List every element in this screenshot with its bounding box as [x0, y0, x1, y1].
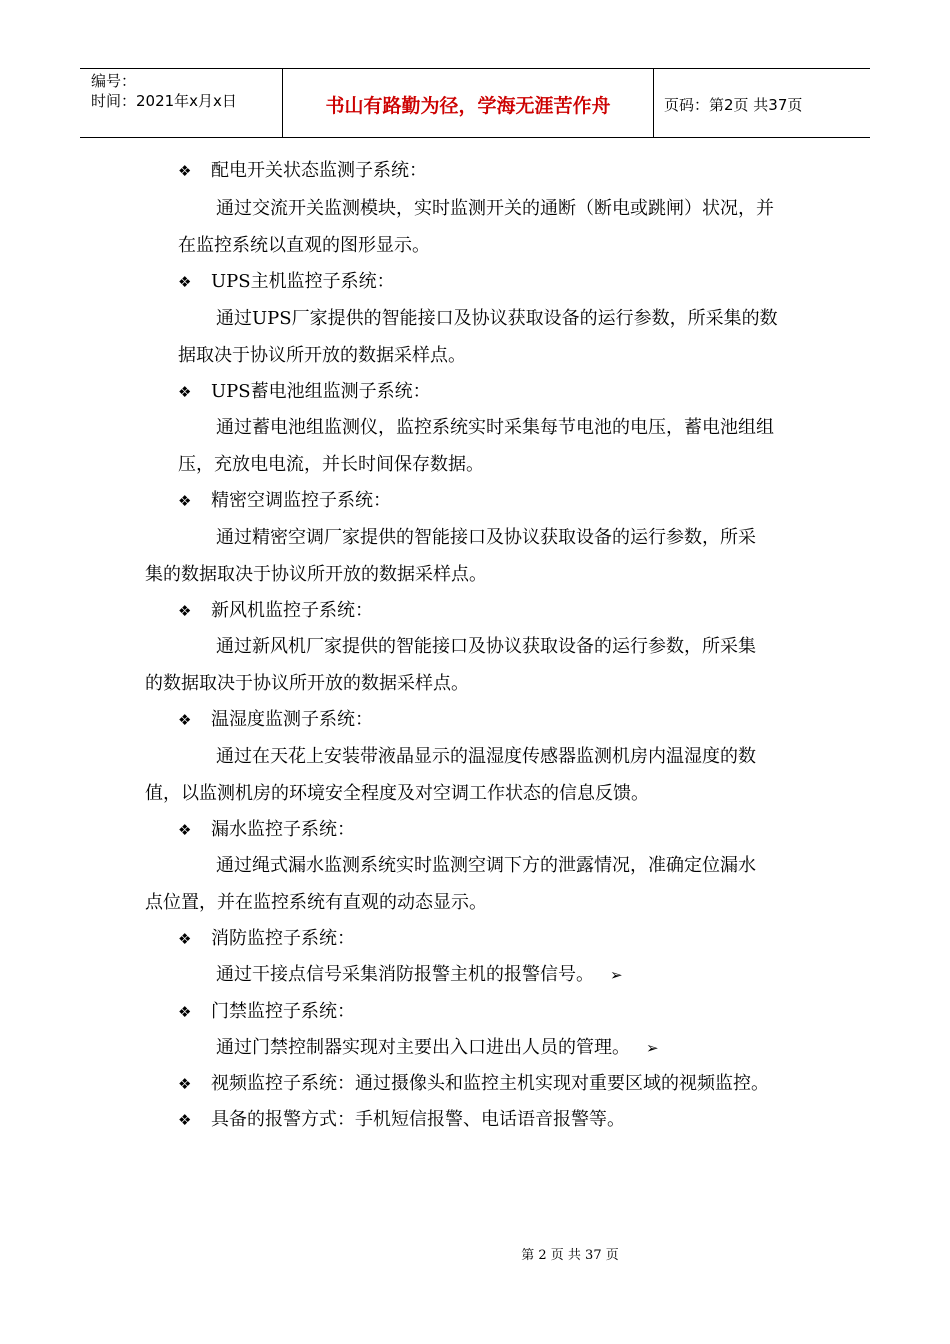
page-header: [80, 68, 870, 138]
paragraph-line: 通过精密空调厂家提供的智能接口及协议获取设备的运行参数，所采: [216, 527, 756, 548]
bullet-icon: ❖: [178, 492, 192, 510]
paragraph-line: [216, 1036, 659, 1060]
section-title: 具备的报警方式：手机短信报警、电话语音报警等。: [211, 1109, 625, 1130]
bullet-icon: ❖: [178, 1111, 192, 1129]
paragraph-line: [216, 963, 623, 987]
section-title: UPS主机监控子系统：: [211, 271, 395, 292]
bullet-icon: ❖: [178, 930, 192, 948]
paragraph-text: 通过门禁控制器实现对主要出入口进出人员的管理。: [216, 1037, 630, 1058]
paragraph-line: 通过交流开关监测模块，实时监测开关的通断（断电或跳闸）状况，并: [216, 198, 774, 219]
bullet-icon: ❖: [178, 1075, 192, 1093]
paragraph-line: 的数据取决于协议所开放的数据采样点。: [145, 673, 469, 694]
section-title: 精密空调监控子系统：: [211, 490, 391, 511]
paragraph-line: 通过蓄电池组监测仪，监控系统实时采集每节电池的电压，蓄电池组组: [216, 417, 774, 438]
section-title: 新风机监控子系统：: [211, 600, 373, 621]
section-title: UPS蓄电池组监测子系统：: [211, 381, 431, 402]
section-title: 视频监控子系统：通过摄像头和监控主机实现对重要区域的视频监控。: [211, 1073, 769, 1094]
arrow-icon: ➢: [646, 1039, 659, 1057]
paragraph-line: 通过UPS厂家提供的智能接口及协议获取设备的运行参数，所采集的数: [216, 308, 778, 329]
motto: 书山有路勤为径，学海无涯苦作舟: [282, 69, 654, 137]
bullet-icon: ❖: [178, 602, 192, 620]
bullet-icon: ❖: [178, 162, 192, 180]
header-page-info: 页码：第2页 共37页: [664, 95, 803, 114]
paragraph-line: 压，充放电电流，并长时间保存数据。: [178, 454, 484, 475]
paragraph-line: 通过绳式漏水监测系统实时监测空调下方的泄露情况，准确定位漏水: [216, 855, 756, 876]
section-title: 漏水监控子系统：: [211, 819, 355, 840]
bullet-icon: ❖: [178, 383, 192, 401]
paragraph-line: 点位置，并在监控系统有直观的动态显示。: [145, 892, 487, 913]
paragraph-line: 通过在天花上安装带液晶显示的温湿度传感器监测机房内温湿度的数: [216, 746, 756, 767]
paragraph-line: 据取决于协议所开放的数据采样点。: [178, 345, 466, 366]
date-label: 时间：2021年x月x日: [91, 92, 237, 110]
bullet-icon: ❖: [178, 273, 192, 291]
arrow-icon: ➢: [610, 966, 623, 984]
section-title: 配电开关状态监测子系统：: [211, 160, 427, 181]
paragraph-line: 在监控系统以直观的图形显示。: [178, 235, 430, 256]
paragraph-line: 通过新风机厂家提供的智能接口及协议获取设备的运行参数，所采集: [216, 636, 756, 657]
section-title: 门禁监控子系统：: [211, 1001, 355, 1022]
paragraph-line: 集的数据取决于协议所开放的数据采样点。: [145, 564, 487, 585]
bullet-icon: ❖: [178, 711, 192, 729]
code-label: 编号：: [91, 72, 137, 90]
section-title: 消防监控子系统：: [211, 928, 355, 949]
bullet-icon: ❖: [178, 821, 192, 839]
header-left-cell: [80, 69, 282, 137]
paragraph-line: 值，以监测机房的环境安全程度及对空调工作状态的信息反馈。: [145, 783, 649, 804]
page-footer: 第 2 页 共 37 页: [521, 1248, 619, 1263]
section-title: 温湿度监测子系统：: [211, 709, 373, 730]
bullet-icon: ❖: [178, 1003, 192, 1021]
paragraph-text: 通过干接点信号采集消防报警主机的报警信号。: [216, 964, 594, 985]
